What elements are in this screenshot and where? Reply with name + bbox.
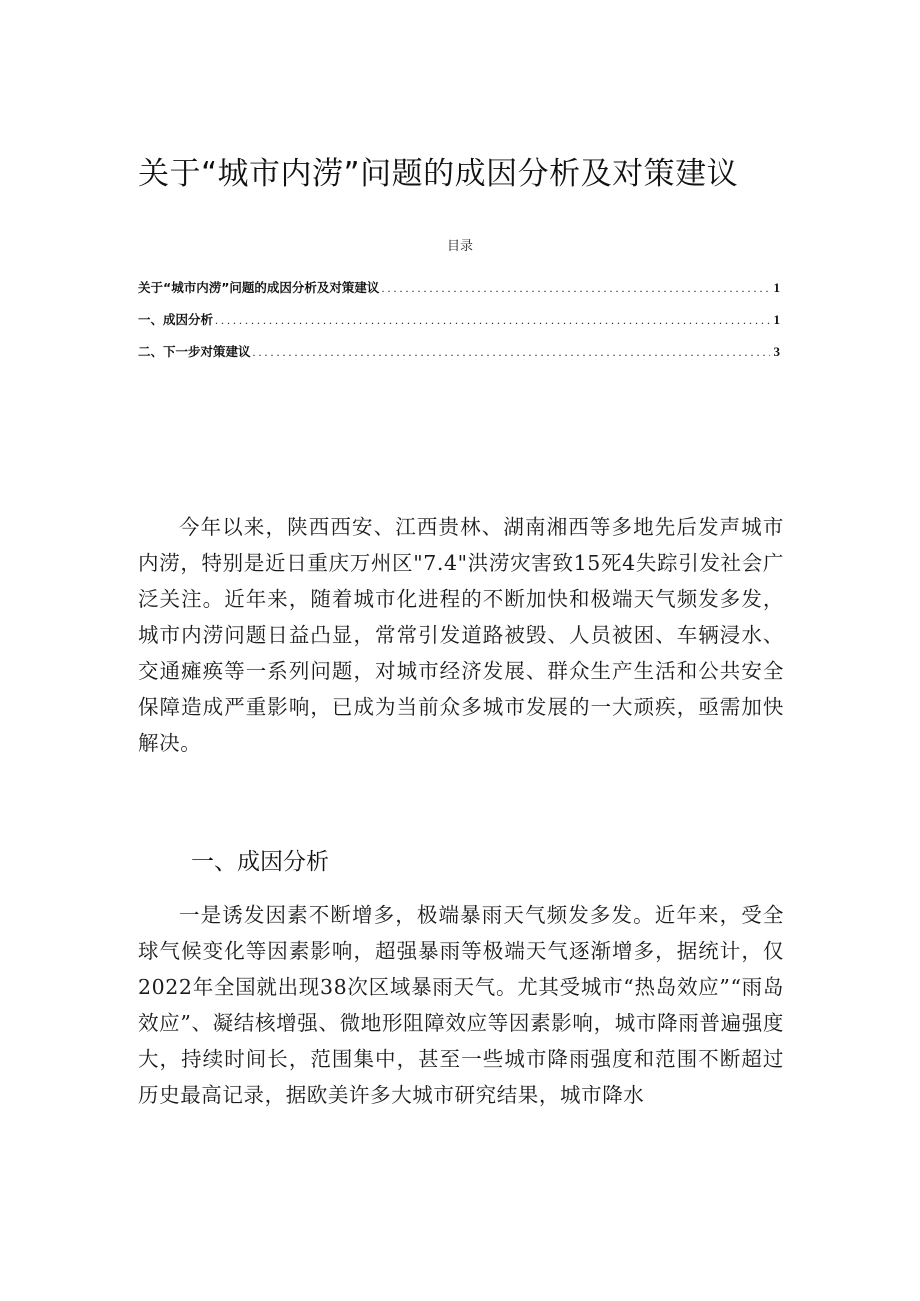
toc-entry-page: 1 — [773, 280, 780, 295]
section-1-paragraph: 一是诱发因素不断增多，极端暴雨天气频发多发。近年来，受全球气候变化等因素影响，超强暴雨等极端天气逐渐增多，据统计，仅2022年全国就出现38次区域暴雨天气。尤其受城市“热岛效应”“雨岛效应”、凝结核增强、微地形阻障效应等因素影响，城市降雨普遍强度大，持续时间长，范围集中，甚至一些城市降雨强度和范围不断超过历史最高记录，据欧美许多大城市研究结果，城市降水 — [138, 903, 784, 1107]
toc-entry-title[interactable] — [138, 276, 780, 300]
table-of-contents — [138, 276, 780, 372]
document-title: 关于“城市内涝”问题的成因分析及对策建议 — [138, 156, 739, 192]
toc-leader-dots — [215, 308, 769, 332]
toc-entry-label: 二、下一步对策建议 — [138, 344, 251, 359]
toc-heading: 目录 — [446, 239, 473, 254]
intro-paragraph: 今年以来，陕西西安、江西贵林、湖南湘西等多地先后发声城市内涝，特别是近日重庆万州区"7.4"洪涝灾害致15死4失踪引发社会广泛关注。近年来，随着城市化进程的不断加快和极端天气频发多发，城市内涝问题日益凸显，常常引发道路被毁、人员被困、车辆浸水、交通瘫痪等一系列问题，对城市经济发展、群众生产生活和公共安全保障造成严重影响，已成为当前众多城市发展的一大顽疾，亟需加快解决。 — [138, 515, 784, 755]
toc-entry-section-2[interactable] — [138, 340, 780, 364]
section-heading-causes: 一、成因分析 — [191, 849, 329, 875]
toc-entry-page: 1 — [773, 312, 780, 327]
toc-entry-label: 一、成因分析 — [138, 312, 214, 327]
toc-leader-dots — [253, 340, 770, 364]
toc-entry-section-1[interactable] — [138, 308, 780, 332]
toc-entry-label: 关于“城市内涝”问题的成因分析及对策建议 — [138, 280, 380, 295]
toc-entry-page: 3 — [773, 344, 780, 359]
toc-leader-dots — [381, 276, 769, 300]
